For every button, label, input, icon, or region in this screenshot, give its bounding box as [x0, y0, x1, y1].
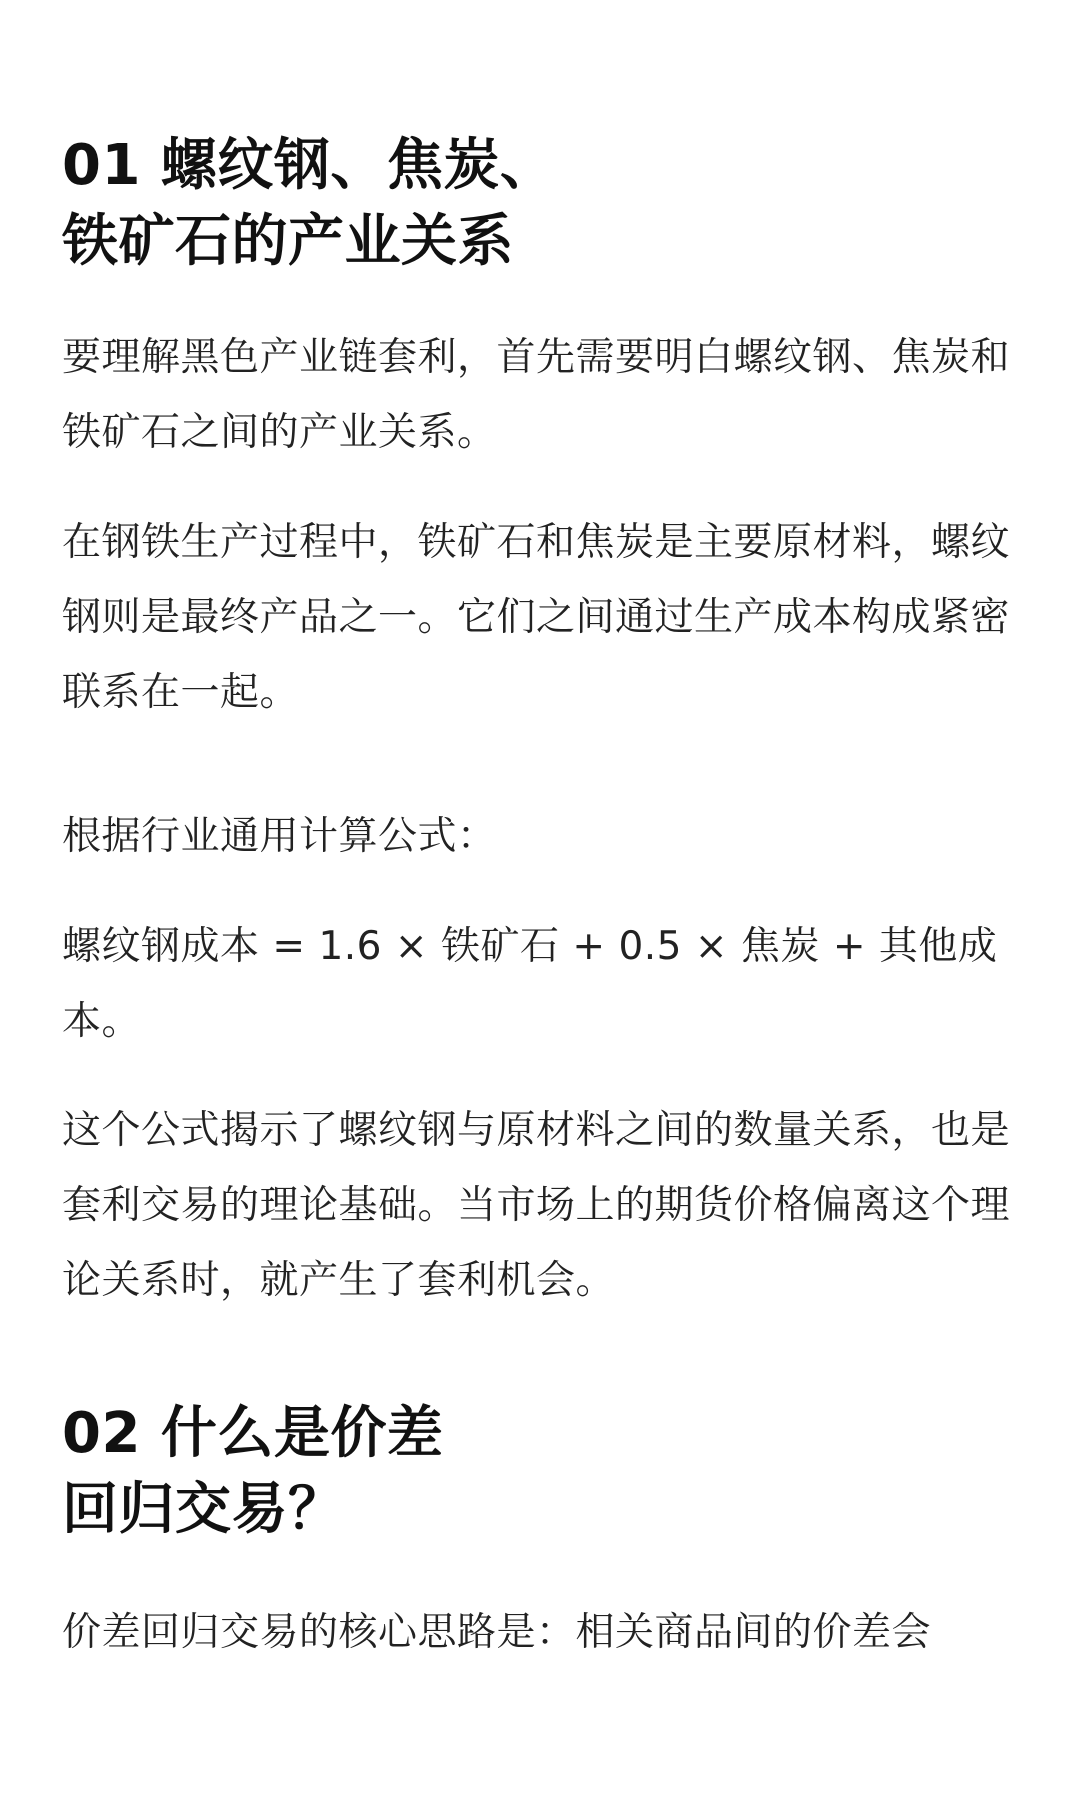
body-paragraph: 在钢铁生产过程中，铁矿石和焦炭是主要原材料，螺纹钢则是最终产品之一。它们之间通过生产成本构成紧密联系在一起。 [62, 520, 1011, 715]
heading-line: 铁矿石的产业关系 [62, 209, 514, 274]
section-heading [62, 0, 1018, 280]
formula-intro: 根据行业通用计算公式： [62, 814, 497, 859]
body-paragraph: 这个公式揭示了螺纹钢与原材料之间的数量关系，也是套利交易的理论基础。当市场上的期货价格偏离这个理论关系时，就产生了套利机会。 [62, 1108, 1011, 1303]
heading-line: 回归交易？ [62, 1477, 345, 1542]
heading-line: 02 什么是价差 [62, 1401, 444, 1466]
heading-line: 01 螺纹钢、焦炭、 [62, 133, 557, 198]
body-paragraph: 价差回归交易的核心思路是：相关商品间的价差会 [62, 1610, 932, 1655]
body-paragraph: 要理解黑色产业链套利，首先需要明白螺纹钢、焦炭和铁矿石之间的产业关系。 [62, 335, 1011, 455]
section-heading [62, 1396, 1018, 1548]
formula-text: 螺纹钢成本 = 1.6 × 铁矿石 + 0.5 × 焦炭 + 其他成本。 [62, 924, 998, 1044]
